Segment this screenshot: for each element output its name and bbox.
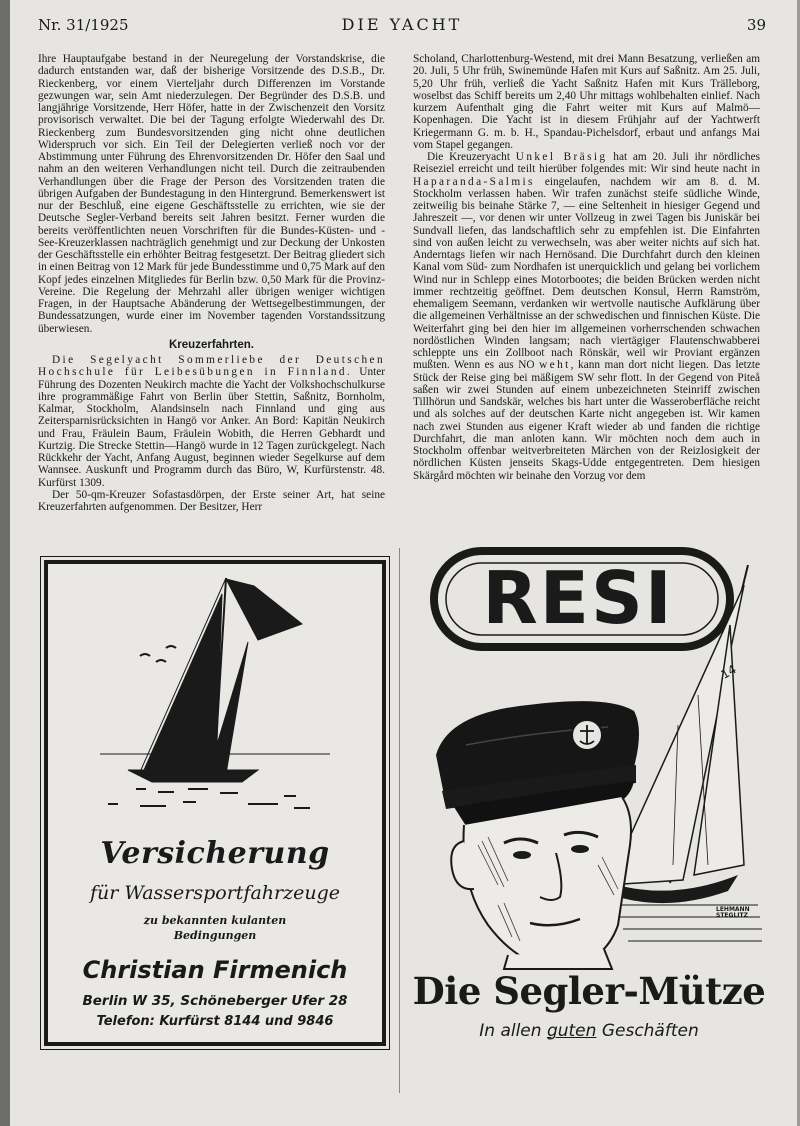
spaced-lead-text: Die Segelyacht Sommerliebe der Deutschen Hochschule für Leibesübungen in Finnland. xyxy=(38,354,385,379)
page-header xyxy=(38,16,766,36)
insurance-title: Versicherung xyxy=(100,836,330,871)
conditions-line-1: zu bekannten kulanten xyxy=(143,914,287,927)
resi-brand-logo: RESI xyxy=(482,556,674,640)
insurance-conditions xyxy=(48,913,382,943)
paragraph-bundestagung: Ihre Hauptaufgabe bestand in der Neuregelung der Vorstandskrise, die dadurch entstanden war, daß der bisherige Vorsitzende des D.S.B., Dr. Rieckenberg, vor einem Vierteljahr durch Differenzen im Vorstande gezwungen war, sein Amt niederzulegen. Der Begründer des D.S.B. und langjährige Vorsitzende, Herr Höfer, hatte in der Zwischenzeit den Vorsitz provisorisch verwaltet. Die bei der Tagung erfolgte Wiederwahl des Dr. Rieckenberg zum Bundesvorsitzenden ging nicht ohne deutlichen Widerspruch vor sich. Ein Teil der Delegierten verließ noch vor der Abstimmung unter Führung des Ehrenvorsitzenden Dr. Höfer den Saal und nahm an den weiteren Verhandlungen nicht teil. Durch die zeitraubenden Verhandlungen über die Frage der Person des Vorsitzenden traten die übrigen Aufgaben der Bundestagung in den Hintergrund. Bemerkenswert ist nur der Beschluß, eine eigene Geschäftsstelle zu errichten, wie sie der Deutsche Segler-Verband bereits seit Jahren besitzt. Ferner wurden die bereits veröffentlichten neuen Vorschriften für die Bundes-Küsten- und -See-Kreuzerklassen nachträglich genehmigt und zur Deckung der Unkosten der Geschäftsstelle ein erhöhter Beitrag festgesetzt. Der Beitrag gliedert sich in einen Beitrag von 12 Mark für jede Bundesstimme und 0,75 Mark auf den Kopf jedes einzelnen Mitgliedes für Berlin bzw. 0,50 Mark für die Provinz-Vereine. Die Regelung der Mehrzahl aller übrigen weniger wichtigen Fragen, in der Hauptsache Abänderung der Wettsegelbestimmungen, der Bundessatzungen, wurde einer im November tagenden Vorstandssitzung überwiesen. xyxy=(38,53,385,335)
tagline-text: In allen xyxy=(479,1021,547,1041)
signature-line-1: LEHMANN xyxy=(716,906,750,913)
yacht-name-spaced: Unkel Bräsig xyxy=(515,151,608,163)
page-binding-shadow xyxy=(0,0,10,1126)
paragraph-text: hat am 20. Juli ihr nördliches Reiseziel erreicht und teilt hierüber folgendes mit: Wir sind heute nacht in xyxy=(413,151,760,176)
sail-number: 14 xyxy=(718,662,739,682)
magazine-title: DIE YACHT xyxy=(341,15,463,34)
insurance-subtitle: für Wassersportfahrzeuge xyxy=(89,882,341,904)
paragraph-text: Die Kreuzeryacht xyxy=(427,151,516,163)
signature-line-2: STEGLITZ xyxy=(716,912,748,919)
emphasis-spaced: weht xyxy=(539,359,571,372)
column-divider xyxy=(399,548,400,1093)
insurance-company: Christian Firmenich xyxy=(82,956,348,984)
resi-tagline xyxy=(408,1021,770,1041)
conditions-line-2: Bedingungen xyxy=(173,929,257,942)
section-heading-kreuzerfahrten: Kreuzerfahrten. xyxy=(169,338,254,351)
tagline-text: Geschäften xyxy=(596,1021,699,1041)
insurance-address: Berlin W 35, Schöneberger Ufer 28 xyxy=(82,993,348,1009)
issue-number: Nr. 31/1925 xyxy=(38,16,129,34)
paragraph-text: Unter Führung des Dozenten Neukirch machte die Yacht der Volkshochschulkurse ihre programmäßige Fahrt von Berlin über Stettin, Saßnitz, Bornholm, Kalmar, Stockholm, Alandsinseln nach Finnland und ging aus Zeitersparnisrücksichten in Hangö vor Anker. An Bord: Kapitän Neukirch und Frau, Fräulein Baum, Fräulein Wobith, die Herren Gebhardt und Kurtzig. Die Strecke Stettin—Hangö wurde in 12 Tagen zurückgelegt. Nach Rückkehr der Yacht, Anfang August, beginnen wieder Segelkurse auf dem Wannsee. Auskunft und Programm durch das Büro, W, Kurfürstenstr. 48. Kurfürst 1309. xyxy=(38,366,386,489)
artist-signature xyxy=(716,907,750,919)
paragraph-unkel-braesig xyxy=(413,151,760,482)
paragraph-sofastasdoerpen: Der 50-qm-Kreuzer Sofastasdörpen, der Erste seiner Art, hat seine Kreuzerfahrten aufgenommen. Der Besitzer, Herr xyxy=(38,488,385,513)
tagline-underlined: guten xyxy=(546,1021,597,1041)
insurance-advertisement xyxy=(44,560,386,1046)
paragraph-sommerliebe xyxy=(38,354,385,489)
paragraph-text: , kann man dort nicht liegen. Das letzte Stück der Reise ging bei mäßigem SW sehr flott. In der Gegend von Piteå saßen wir zwei Stunden auf einem unbezeichneten Steinriff zwischen Tillhörun und Sandskär, welches bis hart unter die Wasseroberfläche reicht und als solches auf der deutschen Karte nicht angegeben ist. Wir kamen nach zwei Stunden aus eigener Kraft wieder ab und fanden die richtige Durchfahrt, die man anloten kann. Wir möchten noch dem auch in Stockholm offenbar weitverbreiteten Märchen von der Reizlosigkeit der nördlichen Küsten jenseits Skags-Udde entgegentreten. Dem hiesigen Skärgård möchten wir beinahe den Vorzug vor dem xyxy=(413,359,760,482)
product-name: Die Segler-Mütze xyxy=(412,969,766,1013)
paragraph-scholand: Scholand, Charlottenburg-Westend, mit drei Mann Besatzung, verließen am 20. Juli, 5 Uhr früh, Swinemünde Hafen mit Kurs auf Saßnitz. Am 25. Juli, 5,20 Uhr früh, verließ die Yacht Saßnitz Hafen mit Kurs Trälleborg, woselbst das Schiff bereits um 2,40 Uhr mittags wohlbehalten einlief. Nach kurzem Aufenthalt ging die Fahrt weiter mit Kurs auf Malmö—Kopenhagen. Die Yacht ist in diesem Frühjahr auf der Yachtwerft Kriegermann G. m. b. H., Spandau-Pichelsdorf, erbaut und anfangs Mai vom Stapel gegangen. xyxy=(413,53,760,151)
paragraph-text: eingelaufen, nachdem wir am 8. d. M. Stockholm verlassen haben. Wir trafen zunächst steife südliche Winde, zeitweilig bis beinahe Stärke 7, — eine Seltenheit in hiesiger Gegend und Jahreszeit —, vor denen wir unter Vollzeug in zwei Tagen bis Juniskär bei Sundvall liefen, das landschaftlich sehr zu empfehlen ist. Die Einfahrten sind von außen leicht zu verwechseln, was aber weiter nichts auf sich hat. Anderntags liefen wir nach Hernösand. Die Durchfahrt durch den kleinen Kanal vom Süd- zum Nordhafen ist unerquicklich und gelang bei vorlichem Wind nur in Schlepp eines Motorbootes; die beiden Brücken werden nicht immer rechtzeitig geöffnet. Dem deutschen Konsul, Herrn Ramström, ehemaligem Seemann, verdanken wir wertvolle nautische Aufklärung über die allgemeinen Verhältnisse an der schwedischen und finnischen Küste. Die Weiterfahrt ging bei den hier im allgemeinen vorherrschenden schwachen nordöstlichen Winden langsam; nach viertägiger Flautenschwabberei schleppte uns ein Zollboot nach Rönskär, weil wir Proviant ergänzen mußten. Wenn es aus NO xyxy=(413,175,760,372)
left-text-column xyxy=(38,53,385,513)
insurance-phone: Telefon: Kurfürst 8144 und 9846 xyxy=(96,1014,334,1029)
place-name-spaced: Haparanda-Salmis xyxy=(413,175,535,188)
right-text-column xyxy=(413,53,760,482)
page-number: 39 xyxy=(746,16,766,34)
resi-advertisement xyxy=(408,545,770,1065)
